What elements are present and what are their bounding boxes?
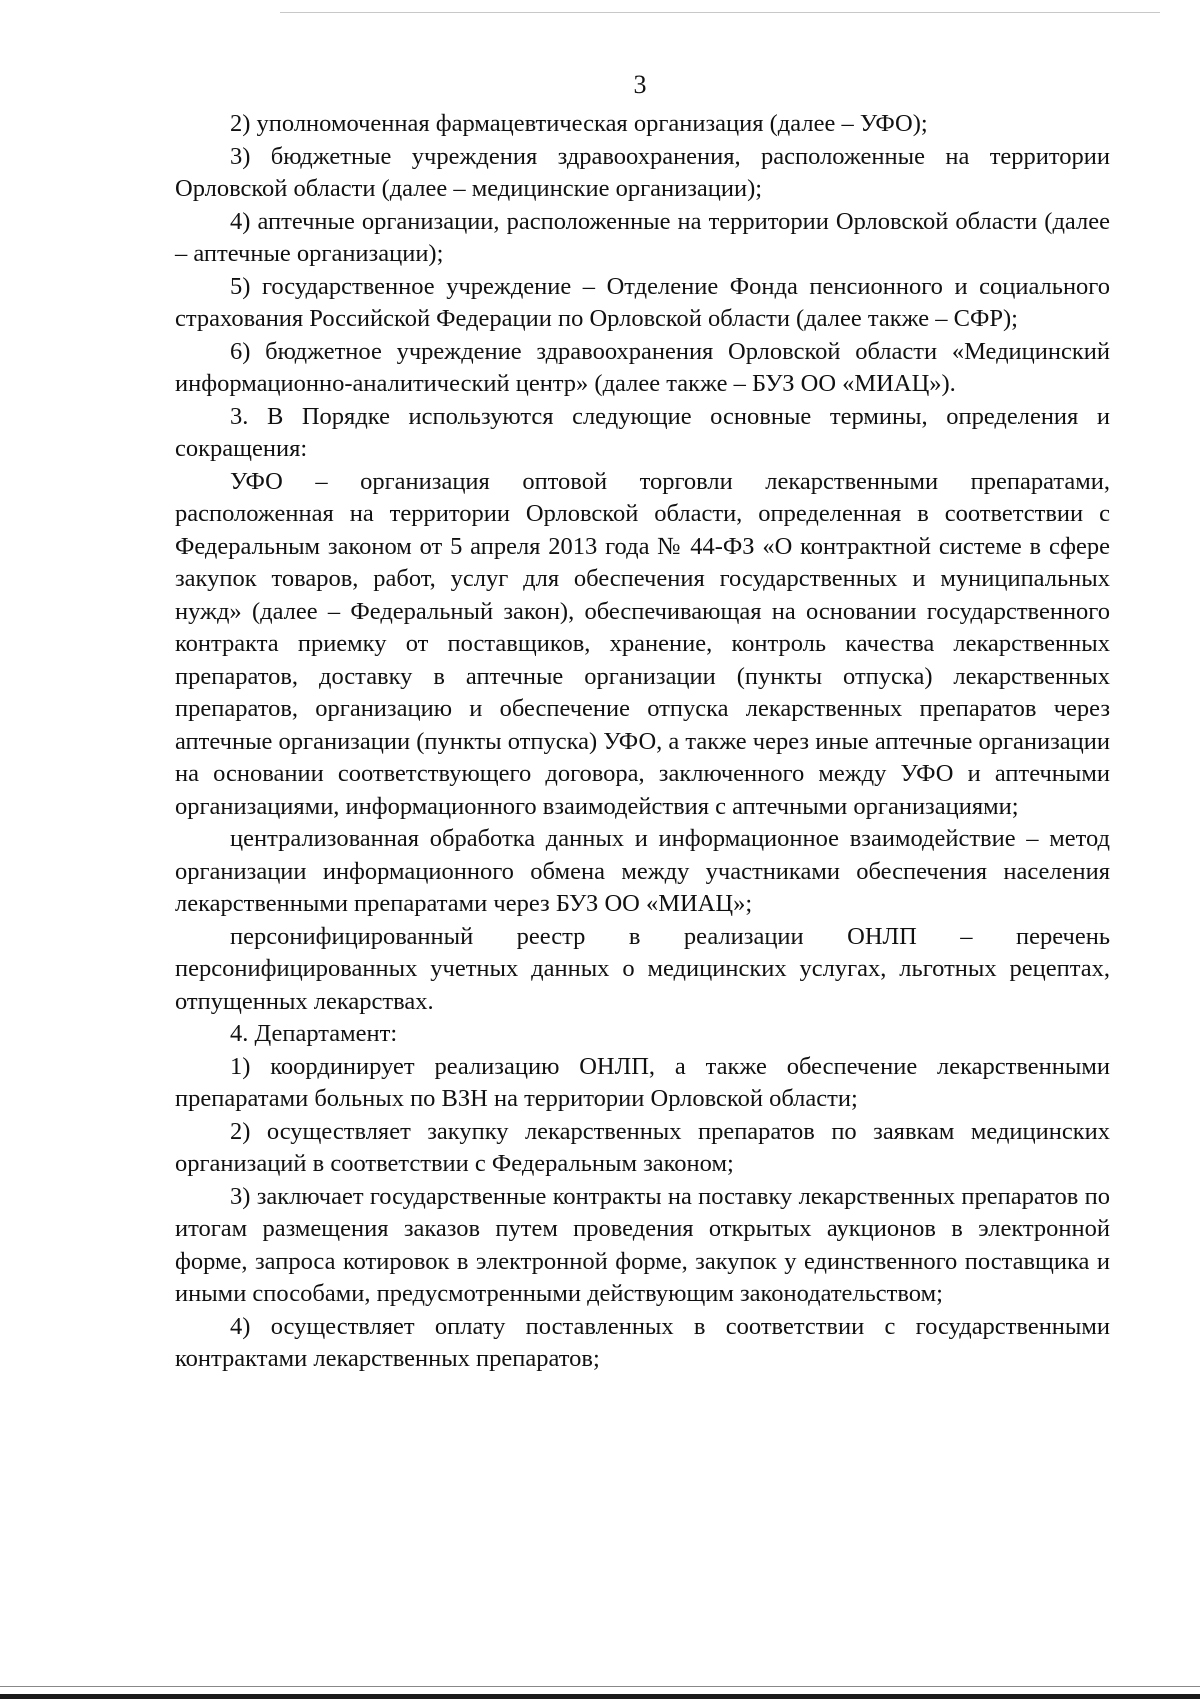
- paragraph: персонифицированный реестр в реализации ОНЛП – перечень персонифицированных учетных данных о медицинских услугах, льготных рецептах, отпущенных лекарствах.: [175, 922, 1110, 1015]
- scan-top-edge: [280, 12, 1160, 13]
- paragraph: 2) уполномоченная фармацевтическая организация (далее – УФО);: [230, 110, 928, 137]
- scan-bottom-edge: [0, 1694, 1200, 1699]
- paragraph: 4. Департамент:: [230, 1020, 398, 1047]
- paragraph: 4) осуществляет оплату поставленных в соответствии с государственными контрактами лекарственных препаратов;: [175, 1312, 1110, 1372]
- paragraph: 4) аптечные организации, расположенные на территории Орловской области (далее – аптечные организации);: [175, 207, 1110, 267]
- paragraph: 5) государственное учреждение – Отделение Фонда пенсионного и социального страхования Российской Федерации по Орловской области (далее также – СФР);: [175, 272, 1110, 332]
- paragraph: 2) осуществляет закупку лекарственных препаратов по заявкам медицинских организаций в соответствии с Федеральным законом;: [175, 1117, 1110, 1177]
- paragraph: 3. В Порядке используются следующие основные термины, определения и сокращения:: [175, 402, 1110, 462]
- document-body: [175, 108, 1110, 1376]
- paragraph: 6) бюджетное учреждение здравоохранения Орловской области «Медицинский информационно-аналитический центр» (далее также – БУЗ ОО «МИАЦ»).: [175, 337, 1110, 397]
- paragraph: УФО – организация оптовой торговли лекарственными препаратами, расположенная на территории Орловской области, определенная в соответствии с Федеральным законом от 5 апреля 2013 года № 44-ФЗ «О контрактной системе в сфере закупок товаров, работ, услуг для обеспечения государственных и муниципальных нужд» (далее – Федеральный закон), обеспечивающая на основании государственного контракта приемку от поставщиков, хранение, контроль качества лекарственных препаратов, доставку в аптечные организации (пункты отпуска) лекарственных препаратов, организацию и обеспечение отпуска лекарственных препаратов через аптечные организации (пункты отпуска) УФО, а также через иные аптечные организации на основании соответствующего договора, заключенного между УФО и аптечными организациями, информационного взаимодействия с аптечными организациями;: [175, 467, 1110, 820]
- paragraph: 3) бюджетные учреждения здравоохранения, расположенные на территории Орловской области (далее – медицинские организации);: [175, 142, 1110, 202]
- paragraph: 1) координирует реализацию ОНЛП, а также обеспечение лекарственными препаратами больных по ВЗН на территории Орловской области;: [175, 1052, 1110, 1112]
- scan-bottom-edge-line: [0, 1686, 1200, 1687]
- page-number: 3: [633, 70, 647, 99]
- paragraph: 3) заключает государственные контракты на поставку лекарственных препаратов по итогам размещения заказов путем проведения открытых аукционов в электронной форме, запроса котировок в электронной форме, закупок у единственного поставщика и иными способами, предусмотренными действующим законодательством;: [175, 1182, 1110, 1307]
- paragraph: централизованная обработка данных и информационное взаимодействие – метод организации информационного обмена между участниками обеспечения населения лекарственными препаратами через БУЗ ОО «МИАЦ»;: [175, 825, 1110, 917]
